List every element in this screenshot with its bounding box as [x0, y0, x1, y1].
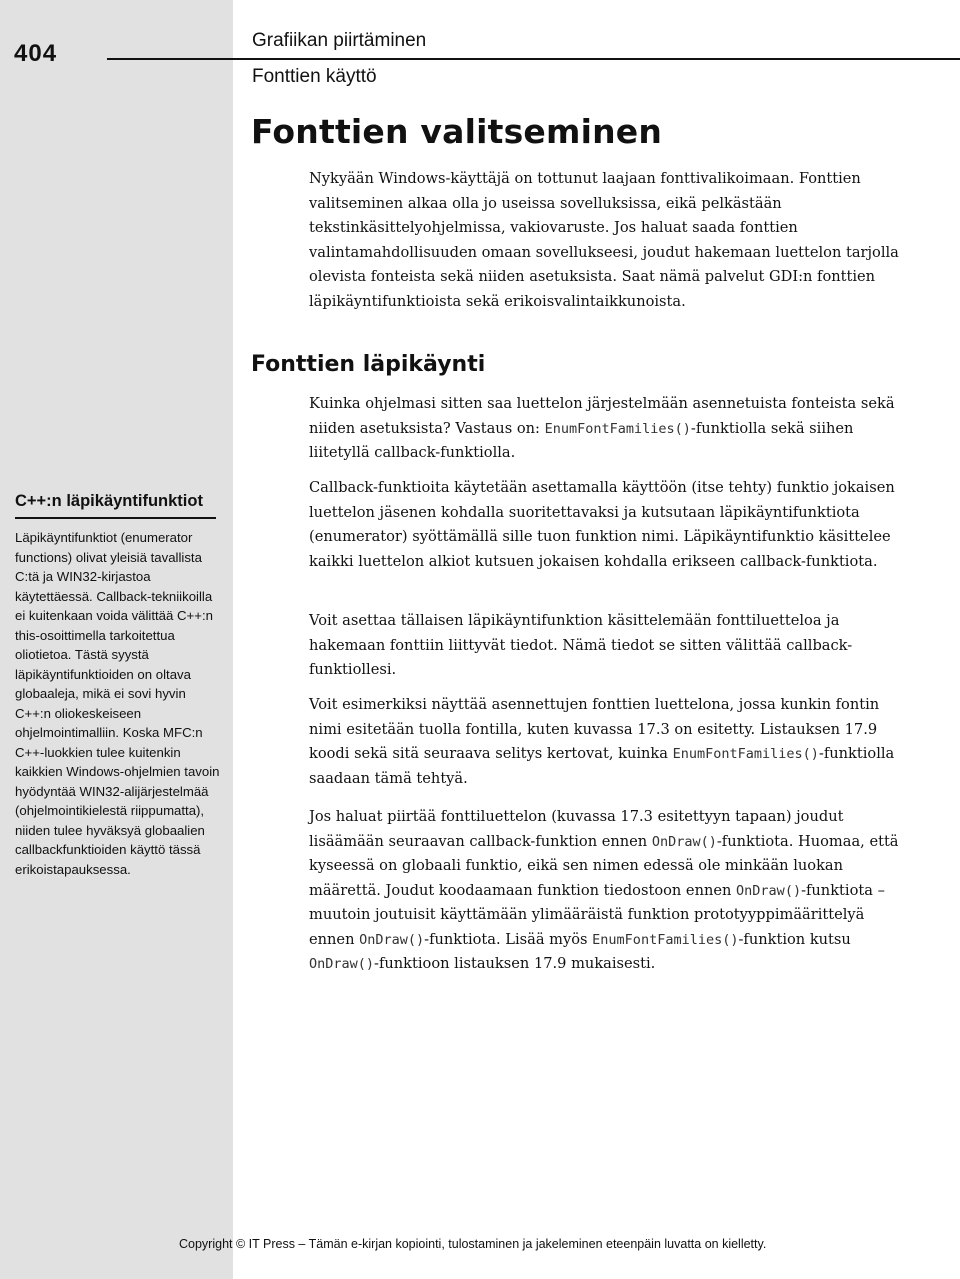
paragraph-1-text-a: Kuinka ohjelmasi sitten saa luettelon järjestelmään asennetuista fonteista sekä niiden asetuksista? Vastaus on: — [309, 395, 895, 437]
sidebar-heading: C++:n läpikäyntifunktiot — [15, 492, 203, 510]
code-ondraw: OnDraw() — [651, 833, 717, 850]
sidebar-rule — [15, 517, 216, 519]
copyright-footer: Copyright © IT Press – Tämän e-kirjan kopiointi, tulostaminen ja jakeleminen eteenpäin luvatta on kielletty. — [179, 1237, 767, 1251]
code-ondraw: OnDraw() — [309, 956, 375, 972]
paragraph-5-text-f: -funktioon listauksen 17.9 mukaisesti. — [374, 955, 656, 972]
code-enumfontfamilies: EnumFontFamilies() — [592, 931, 739, 948]
running-header-chapter: Grafiikan piirtäminen — [252, 30, 427, 51]
intro-paragraph: Nykyään Windows-käyttäjä on tottunut laajaan fonttivalikoimaan. Fonttien valitseminen alkaa olla jo useissa sovelluksissa, eikä pelkästään tekstinkäsittelyohjelmissa, vakiovaruste. Jos haluat saada fonttien valintamahdollisuuden omaan sovellukseesi, joudut hakemaan luettelon tarjolla olevista fonteista sekä niiden asetuksista. Saat nämä palvelut GDI:n fonttien läpikäyntifunktioista sekä erikoisvalintaikkunoista. — [309, 170, 899, 310]
running-header-section: Fonttien käyttö — [252, 66, 377, 87]
code-ondraw: OnDraw() — [736, 882, 802, 899]
sidebar-text: Läpikäyntifunktiot (enumerator functions) olivat yleisiä tavallista C:tä ja WIN32-kirjastoa käytettäessä. Callback-tekniikoilla ei kuitenkaan voida välittää C++:n this-osoittimella tarkoitettua oliotietoa. Tästä syystä läpikäyntifunktioiden on oltava globaaleja, mikä ei sovi hyvin C++:n oliokeskeiseen ohjelmointimalliin. Koska MFC:n C++-luokkien tulee kuitenkin kaikkien Windows-ohjelmien tavoin hyödyntää WIN32-alijärjestelmää (ohjelmointikielestä riippumatta), niiden tulee hyväksyä globaalien callbackfunktioiden käyttö tässä erikoistapauksessa. — [15, 530, 220, 877]
paragraph-5-text-e: -funktion kutsu — [738, 930, 851, 948]
code-ondraw: OnDraw() — [359, 931, 425, 948]
header-rule — [107, 58, 960, 60]
paragraph-5 — [309, 805, 909, 977]
paragraph-5-text-b: -funktiota. Huomaa, että kyseessä on globaali funktio, eikä sen nimen edessä ole minkään luokan määrettä. Joudut koodaamaan funktion tiedostoon ennen — [309, 832, 899, 899]
code-enumfontfamilies: EnumFontFamilies() — [672, 746, 819, 762]
paragraph-1 — [309, 392, 909, 466]
paragraph-3: Voit asettaa tällaisen läpikäyntifunktion käsittelemään fonttiluetteloa ja hakemaan fonttiin liittyvät tiedot. Nämä tiedot se sitten välittää callback-funktiollesi. — [309, 612, 853, 678]
section-heading: Fonttien läpikäynti — [251, 352, 486, 377]
paragraph-5-text-c: -funktiota – muutoin joutuisit käyttämään ylimääräistä funktion prototyyppimäärittelyä ennen — [309, 881, 885, 948]
paragraph-5-text-d: -funktiota. Lisää myös — [424, 930, 593, 948]
page-title: Fonttien valitseminen — [251, 112, 663, 151]
paragraph-4-text-a: Voit esimerkiksi näyttää asennettujen fonttien luettelona, jossa kunkin fontin nimi esitetään tuolla fontilla, kuten kuvassa 17.3 on esitetty. Listauksen 17.9 koodi sekä sitä seuraava selitys kertovat, kuinka — [309, 696, 880, 762]
code-enumfontfamilies: EnumFontFamilies() — [544, 420, 691, 437]
page-number: 404 — [14, 40, 58, 67]
paragraph-5-text-a: Jos haluat piirtää fonttiluettelon (kuvassa 17.3 esitettyyn tapaan) joudut lisäämään seuraavan callback-funktion ennen — [309, 808, 844, 850]
paragraph-4 — [309, 693, 909, 791]
paragraph-1-text-b: -funktiolla sekä siihen liitetyllä callback-funktiolla. — [309, 419, 854, 461]
paragraph-2: Callback-funktioita käytetään asettamalla käyttöön (itse tehty) funktio jokaisen luettelon jäsenen kohdalla suoritettavaksi ja kutsutaan läpikäyntifunktiota (enumerator) syöttämällä sille tuon funktion nimi. Läpikäyntifunktio käsittelee kaikki luettelon alkiot kutsuen jokaisen kohdalla erikseen callback-funktiota. — [309, 479, 895, 570]
paragraph-4-text-b: -funktiolla saadaan tämä tehtyä. — [309, 745, 895, 787]
